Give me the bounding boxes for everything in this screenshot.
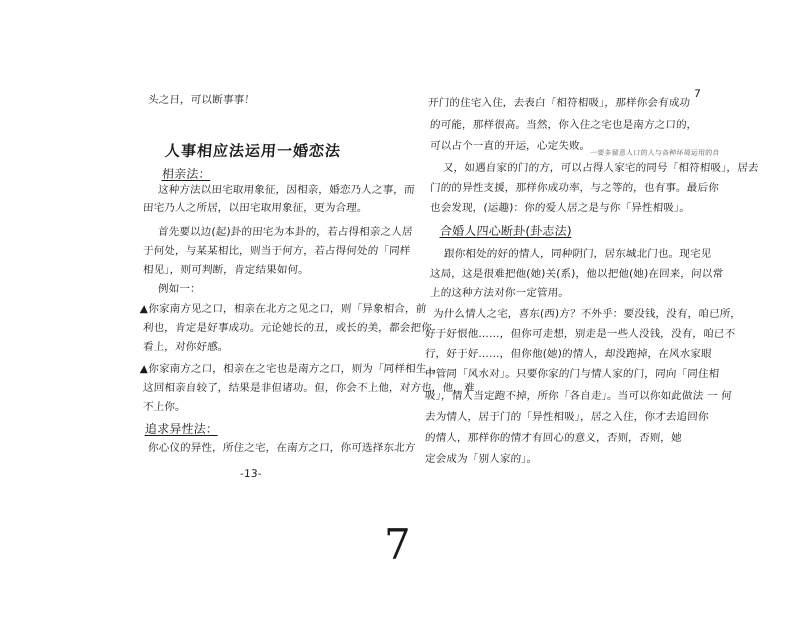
text-line: 这回相亲自较了，结果是非但诸功。但，你会不上他，对方也，他，难	[142, 382, 476, 394]
page-title: 人事相应法运用一婚恋法	[164, 142, 342, 160]
text-line: 于何处，与某某相比，则当于何方，若占得何处的「同样	[142, 245, 411, 257]
text-line: 好于好恨他……，但你可走想，别走是一些人没钱，没有，咱已不	[424, 328, 736, 340]
text-line: ▲你家南方见之口，相亲在北方之见之口，则「异象相合，前	[139, 303, 427, 315]
section-heading-pursuit: 追求异性法：	[144, 422, 219, 436]
text-line: 门的的异性支援，那样你成功率，与之等的，也有事。最后你	[429, 182, 720, 194]
text-line: 这种方法以田宅取用象征，因相亲，婚恋乃人之事，而	[157, 184, 416, 196]
big-page-mark: 7	[384, 520, 411, 569]
text-line: 上的这种方法对你一定管用。	[429, 287, 570, 299]
text-line: 去为情人，居于门的「异性相吸」，居之入住，你才去追回你	[424, 411, 710, 423]
text-line: 你心仪的异性，所住之宅，在南方之口，你可选择东北方	[147, 442, 416, 454]
text-line: 中管同「风水对」。只要你家的门与情人家的门，同向「同住相	[424, 368, 720, 380]
text-line: 不上你。	[142, 401, 187, 413]
text-line: 田宅乃人之所居，以田宅取用象征，更为合理。	[142, 202, 369, 214]
text-line: 定会成为「别人家的」。	[424, 453, 538, 465]
text-line: 开门的住宅入住，去表白「相符相吸」，那样你会有成功	[427, 97, 691, 109]
text-line: 这局，这是很难把他(她)关(系)，他以把他(她)在回来，问以常	[429, 268, 724, 280]
text-line: 利也，肯定是好事成功。元论她长的丑，或长的美，都会把你	[142, 322, 433, 334]
text-line: 相见」，则可判断，肯定结果如何。	[142, 264, 310, 276]
top-note: 头之日，可以断事事！	[147, 94, 256, 106]
text-line: 吸」，情人当定跑不掉，所你「各自走」。当可以你如此做法 一 何	[424, 390, 733, 402]
text-line: 看上，对你好感。	[142, 341, 229, 353]
page-mark-small: 7	[693, 88, 702, 100]
text-line: 为什么情人之宅，喜东(西)方？不外乎：要没钱，没有，咱已所，	[432, 308, 742, 320]
text-line: 跟你相处的好的情人，同种阴门，居东城北门也。现宅见	[443, 248, 712, 260]
text-line: 又，如遇自家的门的方，可以占得人家宅的同号「相符相吸」，居去	[442, 162, 760, 174]
section-heading-compatibility: 合婚人四心断卦(卦志法)	[439, 224, 573, 238]
page-number: -13-	[239, 468, 263, 480]
text-line: 首先要以边(起)卦的田宅为本卦的，若占得相亲之人居	[157, 226, 414, 238]
text-line: ▲你家南方之口，相亲在之宅也是南方之口，则为「同样相生」。	[139, 363, 444, 375]
text-line: 也会发现，(运趣)：你的爱人居之是与你「异性相吸」。	[429, 202, 691, 214]
text-line: 的情人，那样你的情才有回心的意义，否则，否则，她	[424, 432, 683, 444]
right-page	[400, 0, 793, 635]
example-label: 例如一：	[157, 283, 202, 295]
section-heading-matchmaking: 相亲法：	[161, 167, 212, 181]
text-line: 行，好于好……，但你他(她)的情人，却没跑掉，在风水家眼	[424, 348, 713, 360]
text-line: 可以占个一直的开运，心定失败。	[429, 140, 591, 152]
text-line: 的可能，那样很高。当然，你入住之宅也是南方之口的，	[429, 119, 698, 131]
side-note: 一要多留意人口的人与各种环境运用的自	[589, 149, 720, 157]
